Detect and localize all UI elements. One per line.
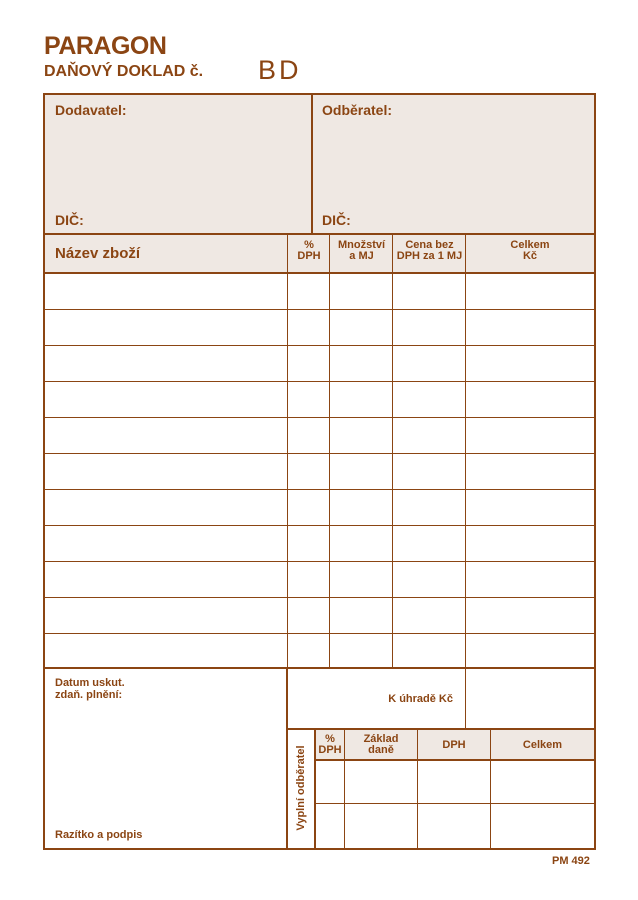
vat-header-pct [316, 734, 344, 756]
table-row[interactable] [45, 562, 594, 598]
col-header-total [466, 240, 594, 262]
vat-header-pct-line2: DPH [318, 744, 342, 756]
vat-header-base-line1: Základ [363, 733, 399, 745]
vat-header-base [345, 734, 417, 756]
col-header-total-line1: Celkem [510, 239, 550, 251]
col-header-name: Název zboží [55, 245, 141, 262]
table-row[interactable] [45, 310, 594, 346]
brand-title: PARAGON [44, 32, 167, 60]
table-row[interactable] [45, 490, 594, 526]
table-row[interactable] [45, 634, 594, 670]
customer-label: Odběratel: [322, 102, 393, 118]
series-code: BD [258, 55, 302, 85]
customer-tax-label: DIČ: [322, 212, 351, 228]
stamp-label: Razítko a podpis [55, 829, 143, 841]
supplier-tax-label: DIČ: [55, 212, 84, 228]
table-row[interactable] [45, 346, 594, 382]
vat-header-vat: DPH [442, 739, 466, 751]
to-pay-value-cell[interactable] [466, 669, 594, 728]
date-label-line2: zdaň. plnění: [55, 689, 123, 701]
col-header-vat-pct-line1: % [304, 239, 314, 251]
table-row[interactable] [45, 526, 594, 562]
date-label[interactable] [55, 677, 125, 701]
col-header-qty-line1: Množství [337, 239, 386, 251]
col-header-total-line2: Kč [522, 250, 538, 262]
table-row[interactable] [45, 274, 594, 310]
col-header-unit-price [393, 240, 466, 262]
table-row[interactable] [45, 598, 594, 634]
to-pay-label: K úhradě Kč [388, 692, 453, 705]
form-code: PM 492 [552, 855, 590, 867]
vat-recap-header-line [316, 759, 594, 761]
customer-fill-label: Vyplní odběratel [295, 745, 307, 831]
document-title: DAŇOVÝ DOKLAD č. [44, 63, 204, 80]
col-header-qty [330, 240, 393, 262]
col-header-unit-price-line2: DPH za 1 MJ [396, 250, 463, 262]
vat-recap-row-line [316, 803, 594, 804]
parties-divider [311, 95, 313, 233]
vat-header-total: Celkem [522, 739, 563, 751]
customer-fill-cell [288, 730, 314, 848]
col-header-qty-line2: a MJ [349, 250, 374, 262]
vat-header-pct-line1: % [325, 733, 335, 745]
to-pay-label-cell [288, 669, 465, 728]
date-label-line1: Datum uskut. [55, 677, 125, 689]
table-row[interactable] [45, 382, 594, 418]
col-header-unit-price-line1: Cena bez [405, 239, 454, 251]
vat-header-base-line2: daně [368, 744, 394, 756]
col-header-vat-pct [288, 240, 330, 262]
col-header-vat-pct-line2: DPH [297, 250, 321, 262]
table-row[interactable] [45, 418, 594, 454]
table-row[interactable] [45, 454, 594, 490]
supplier-label: Dodavatel: [55, 102, 127, 118]
